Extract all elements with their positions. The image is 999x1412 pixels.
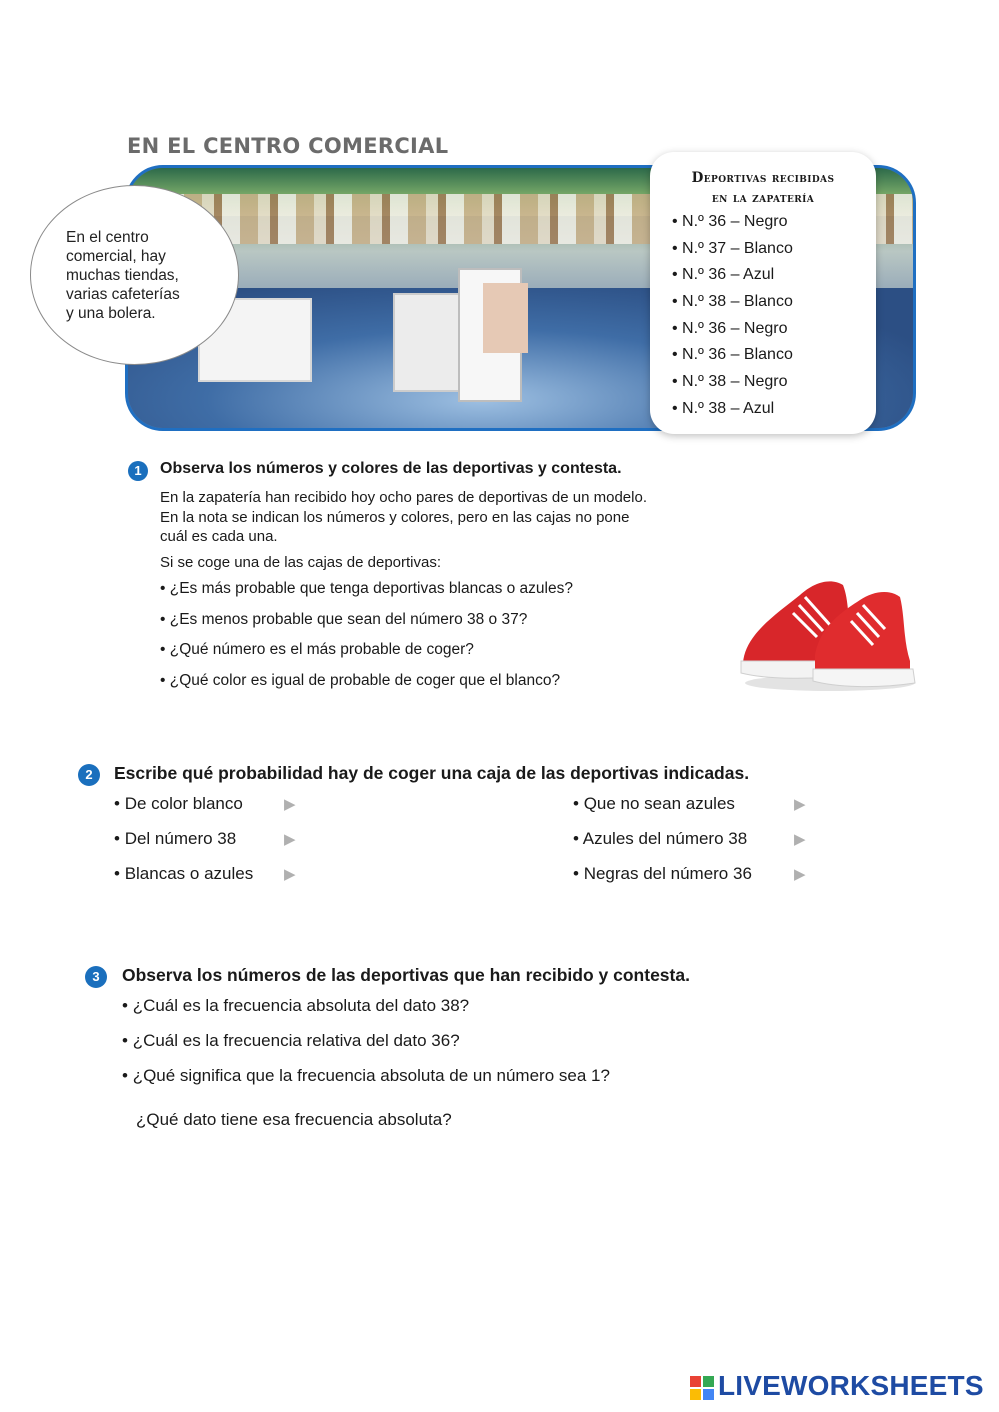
exercise-1-paragraph: En la zapatería han recibido hoy ocho pares de deportivas de un modelo. En la nota se indican los números y colores, pero en las cajas no pone cuál es cada una. xyxy=(160,489,647,545)
exercise-2-title: Escribe qué probabilidad hay de coger una caja de las deportivas indicadas. xyxy=(114,763,750,783)
exercise-2-option: • Del número 38 xyxy=(114,829,236,849)
exercise-1-question: • ¿Es más probable que tenga deportivas blancas o azules? xyxy=(160,580,573,598)
exercise-2-option: • Negras del número 36 xyxy=(573,864,752,884)
list-item: • N.º 36 – Azul xyxy=(672,264,793,291)
exercise-2-option: • Blancas o azules xyxy=(114,864,253,884)
exercise-2-number: 2 xyxy=(78,764,100,786)
exercise-1-number: 1 xyxy=(128,461,148,481)
exercise-3-followup: ¿Qué dato tiene esa frecuencia absoluta? xyxy=(136,1110,452,1129)
list-item: • N.º 38 – Azul xyxy=(672,398,793,425)
exercise-1-question: • ¿Qué color es igual de probable de coger que el blanco? xyxy=(160,672,560,690)
answer-arrow-icon[interactable]: ▶ xyxy=(794,796,806,813)
list-item: • N.º 36 – Blanco xyxy=(672,344,793,371)
list-item: • N.º 36 – Negro xyxy=(672,318,793,345)
exercise-2-option: • Azules del número 38 xyxy=(573,829,747,849)
red-sneakers-image xyxy=(735,565,920,695)
speech-bubble-text: En el centro comercial, hay muchas tiendas, varias cafeterías y una bolera. xyxy=(66,229,180,322)
list-item: • N.º 37 – Blanco xyxy=(672,238,793,265)
list-item: • N.º 36 – Negro xyxy=(672,211,793,238)
exercise-2-option: • De color blanco xyxy=(114,794,243,814)
exercise-3-question: • ¿Qué significa que la frecuencia absoluta de un número sea 1? xyxy=(122,1066,610,1086)
liveworksheets-logo-icon xyxy=(690,1376,714,1400)
list-item: • N.º 38 – Negro xyxy=(672,371,793,398)
answer-arrow-icon[interactable]: ▶ xyxy=(284,831,296,848)
exercise-3-title: Observa los números de las deportivas que han recibido y contesta. xyxy=(122,965,690,985)
answer-arrow-icon[interactable]: ▶ xyxy=(284,796,296,813)
exercise-1-question: • ¿Qué número es el más probable de coger? xyxy=(160,641,474,659)
exercise-1-intro: Si se coge una de las cajas de deportivas: xyxy=(160,554,442,571)
answer-arrow-icon[interactable]: ▶ xyxy=(794,831,806,848)
exercise-3-number: 3 xyxy=(85,966,107,988)
exercise-1-question: • ¿Es menos probable que sean del número 38 o 37? xyxy=(160,611,527,629)
exercise-3-question: • ¿Cuál es la frecuencia absoluta del dato 38? xyxy=(122,996,469,1016)
section-title: EN EL CENTRO COMERCIAL xyxy=(127,134,449,158)
delivery-note-title: Deportivas recibidas en la zapatería xyxy=(691,170,835,206)
answer-arrow-icon[interactable]: ▶ xyxy=(284,866,296,883)
exercise-1-title: Observa los números y colores de las deportivas y contesta. xyxy=(160,460,622,477)
answer-arrow-icon[interactable]: ▶ xyxy=(794,866,806,883)
exercise-3-question: • ¿Cuál es la frecuencia relativa del dato 36? xyxy=(122,1031,460,1051)
delivery-note-list xyxy=(672,211,793,425)
exercise-2-option: • Que no sean azules xyxy=(573,794,735,814)
liveworksheets-brand: LIVEWORKSHEETS xyxy=(718,1370,984,1401)
list-item: • N.º 38 – Blanco xyxy=(672,291,793,318)
